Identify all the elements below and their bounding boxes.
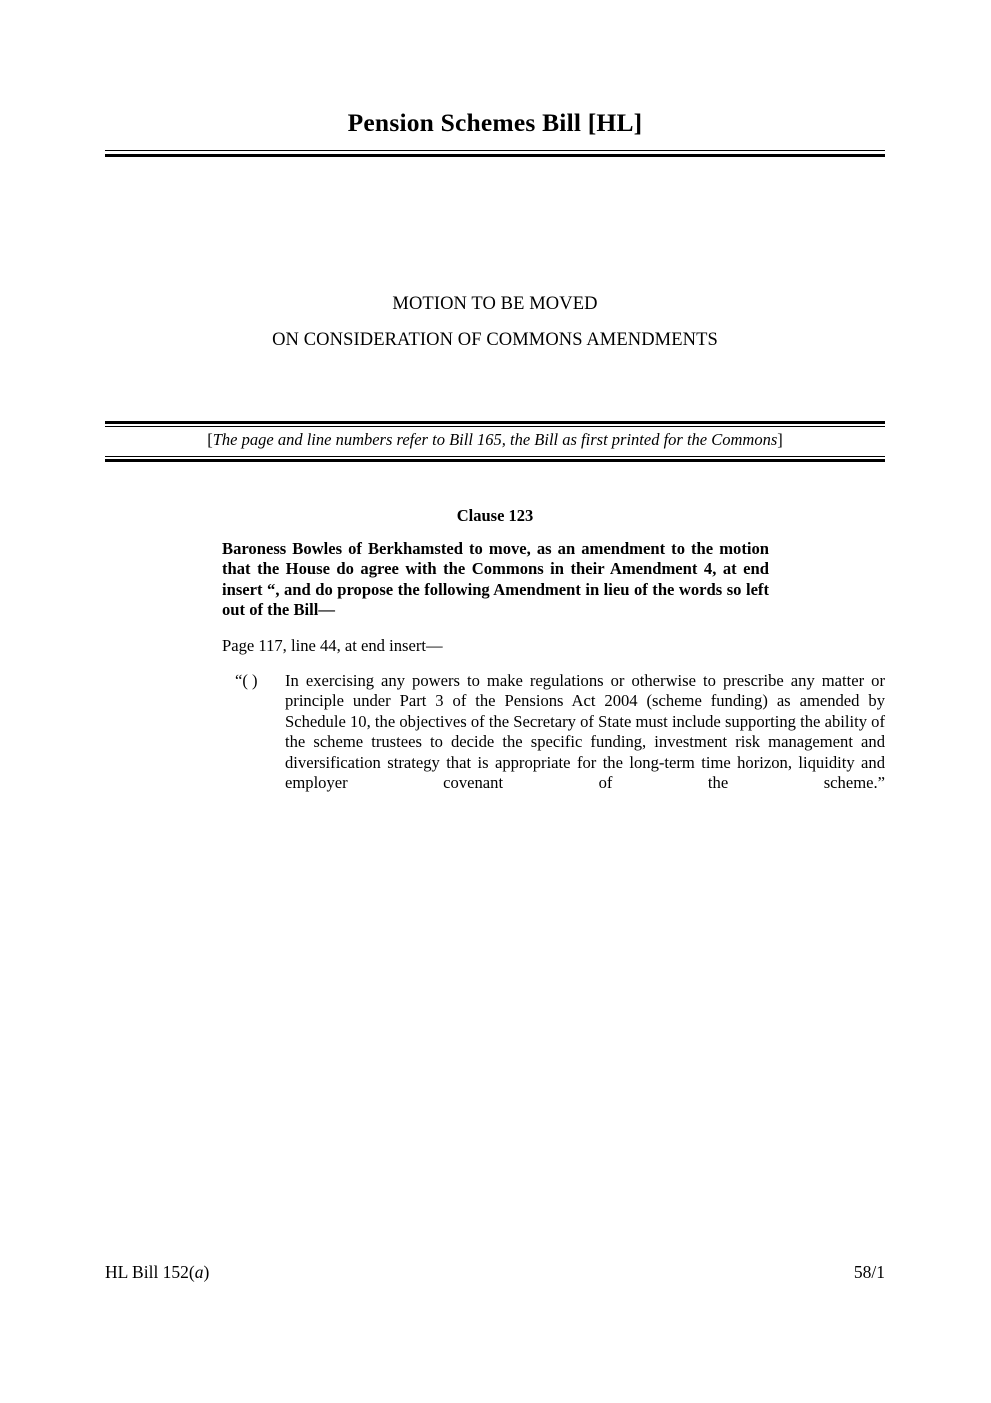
bill-number-prefix: HL Bill 152(	[105, 1262, 195, 1282]
bill-number-letter: a	[194, 1262, 204, 1282]
page-title: Pension Schemes Bill [HL]	[347, 108, 643, 137]
page-footer	[105, 1262, 885, 1283]
quoted-amendment	[235, 671, 885, 814]
quoted-amendment-text: In exercising any powers to make regulations or otherwise to prescribe any matter or principle under Part 3 of the Pensions Act 2004 (scheme funding) as amended by Schedule 10, the objectives of the Secretary of State must include supporting the ability of the scheme trustees to decide the specific funding, investment risk management and diversification strategy that is appropriate for the long-term time horizon, liquidity and employer covenant of the scheme.”	[285, 671, 885, 793]
note-divider-top	[105, 421, 885, 427]
amendment-instruction: Page 117, line 44, at end insert—	[222, 636, 443, 655]
divider-line-thick	[105, 459, 885, 462]
bill-number-suffix: )	[203, 1262, 210, 1282]
title-divider	[105, 150, 885, 157]
motion-subtitle-line-1: MOTION TO BE MOVED	[392, 294, 598, 314]
divider-line-thin	[105, 426, 885, 427]
motion-subtitle-line-2: ON CONSIDERATION OF COMMONS AMENDMENTS	[272, 330, 718, 350]
note-divider-bottom	[105, 456, 885, 462]
bill-reference-note	[105, 430, 885, 450]
page-number: 58/1	[853, 1262, 885, 1282]
note-close-bracket: ]	[777, 430, 783, 449]
bill-number	[105, 1262, 209, 1283]
motion-paragraph: Baroness Bowles of Berkhamsted to move, as an amendment to the motion that the House do agree with the Commons in their Amendment 4, at end insert “, and do propose the following Amendment in lieu of the words so left out of the Bill—	[222, 539, 769, 620]
quoted-amendment-marker: “( )	[235, 671, 258, 690]
divider-line-thick	[105, 154, 885, 157]
note-open-bracket: [	[207, 430, 213, 449]
clause-heading: Clause 123	[456, 506, 534, 525]
note-body: The page and line numbers refer to Bill 165, the Bill as first printed for the Commons	[212, 430, 778, 449]
